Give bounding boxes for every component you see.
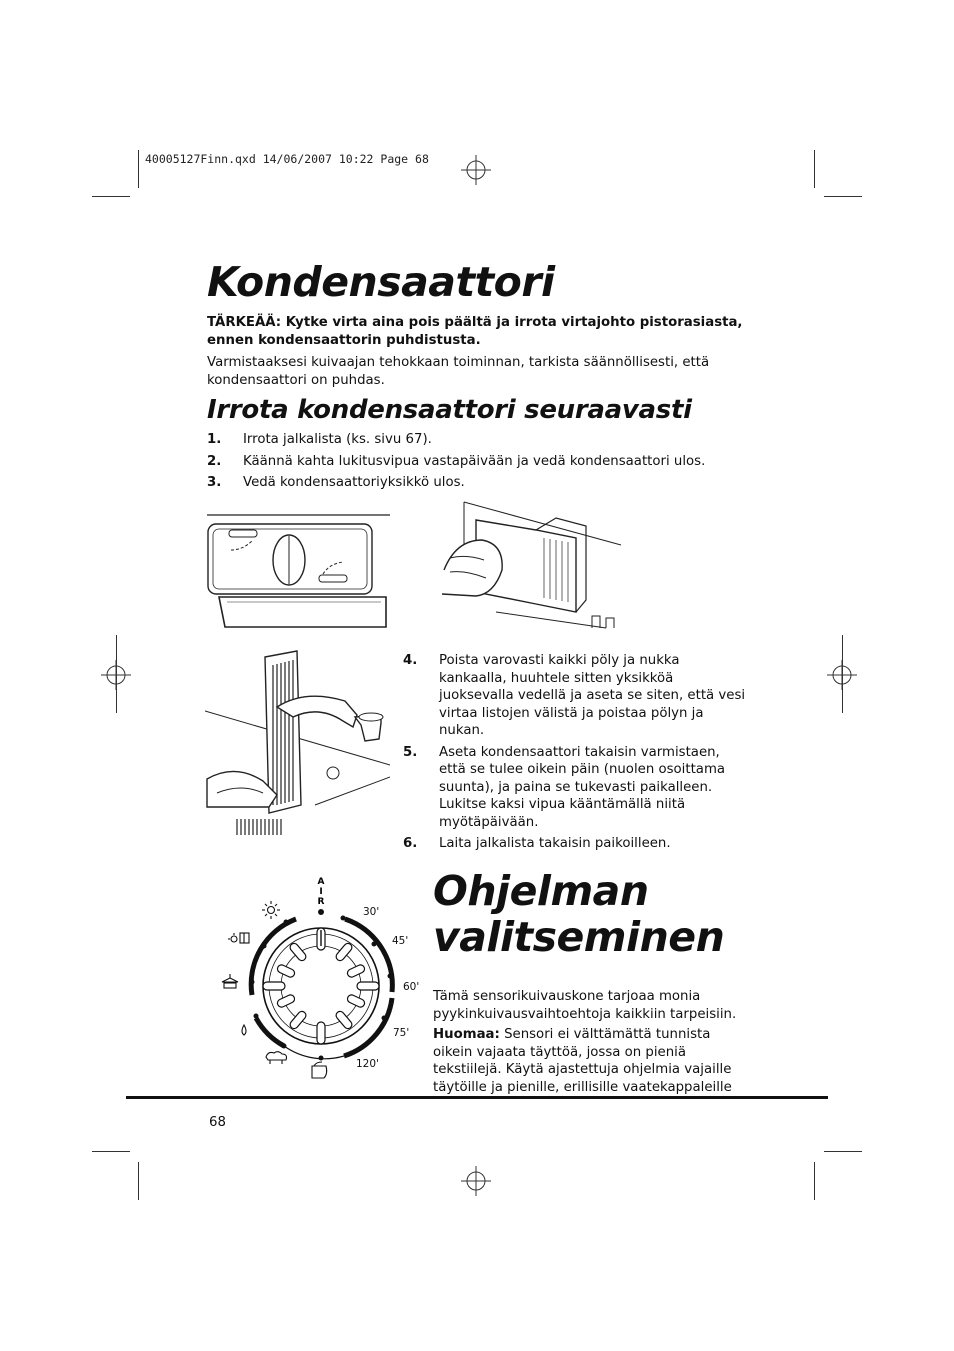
list-item [207,431,767,449]
sheep-icon [266,1052,287,1064]
registration-mark-icon [461,1166,491,1196]
step-text: Poista varovasti kaikki pöly ja nukka kankaalla, huuhtele sitten yksikköä juoksevalla vedellä ja aseta se siten, että vesi virtaa listojen välistä ja poistaa pölyn ja nukan. [439,653,746,738]
dial-arc-thin [284,1046,344,1059]
crop-mark [814,150,815,188]
time-label: 60' [403,981,420,993]
air-letter: A [317,877,325,887]
time-label: 75' [393,1027,410,1039]
step-number: 4. [403,653,418,668]
step-number: 5. [403,744,418,760]
step-number: 1. [207,432,222,447]
page-number: 68 [209,1115,226,1130]
drop-icon [242,1025,246,1035]
crop-mark [814,1162,815,1200]
iron-cupboard-icon [228,933,249,943]
time-label: 45' [392,935,409,947]
warning-text: TÄRKEÄÄ: Kytke virta aina pois päältä ja irrota virtajohto pistorasiasta, ennen kondensaattorin puhdistusta. [207,315,743,348]
step-number: 6. [403,836,418,851]
title-line: Ohjelman [433,867,649,915]
print-slug: 40005127Finn.qxd 14/06/2007 10:22 Page 68 [145,152,429,166]
crop-mark [824,1151,862,1152]
list-item [403,744,748,832]
time-label: 30' [363,906,380,918]
list-item [207,453,767,471]
crop-mark [92,196,130,197]
air-letter: R [317,897,325,907]
note-text [433,1026,753,1096]
page-title: Kondensaattori [207,258,555,306]
steps-list-a [207,431,767,496]
iron-icon [312,1062,327,1078]
step-text: Laita jalkalista takaisin paikoilleen. [439,836,671,851]
condenser-removal-illustration [436,500,626,630]
condenser-rinse-illustration [205,645,390,835]
dial-dot [318,909,324,915]
air-letter: I [319,887,323,897]
condenser-panel-illustration [205,510,390,632]
hanger-icon [222,974,238,988]
step-text: Irrota jalkalista (ks. sivu 67). [243,432,432,447]
list-item [403,652,748,740]
section-heading: Irrota kondensaattori seuraavasti [207,395,692,425]
crop-mark [824,196,862,197]
step-text: Aseta kondensaattori takaisin varmistaen, että se tulee oikein päin (nuolen osoittama suunta), ja paina se tukevasti paikalleen. Lukitse kaksi vipua kääntämällä niitä myötäpäivään. [439,744,726,830]
crop-mark [116,635,117,713]
crop-mark [92,1151,130,1152]
program-dial-illustration [212,870,430,1082]
note-body: Sensori ei välttämättä tunnista oikein vajaata täyttöä, jossa on pieniä tekstiilejä. Käytä ajastettuja ohjelmia vajaille täytöille ja pienille, erillisille vaatekappaleille [433,1027,732,1095]
crop-mark [138,1162,139,1200]
note-label: Huomaa: [433,1027,500,1042]
crop-mark [842,635,843,713]
program-intro-text: Tämä sensorikuivauskone tarjoaa monia pyykinkuivausvaihtoehtoja kaikkiin tarpeisiin. [433,989,737,1022]
step-number: 3. [207,475,222,490]
intro-text: Varmistaaksesi kuivaajan tehokkaan toiminnan, tarkista säännöllisesti, että kondensaattori on puhdas. [207,355,710,388]
step-text: Käännä kahta lukitusvipua vastapäivään ja vedä kondensaattori ulos. [243,453,706,469]
list-item [403,835,748,853]
steps-list-b [403,652,748,857]
step-number: 2. [207,453,222,469]
crop-mark [138,150,139,188]
registration-mark-icon [461,155,491,185]
list-item [207,474,767,492]
footer-rule [126,1096,828,1099]
title-line: valitseminen [433,913,725,961]
time-label: 120' [356,1058,379,1070]
sun-icon [262,901,280,919]
section-title-2 [433,868,724,960]
step-text: Vedä kondensaattoriyksikkö ulos. [243,475,465,490]
